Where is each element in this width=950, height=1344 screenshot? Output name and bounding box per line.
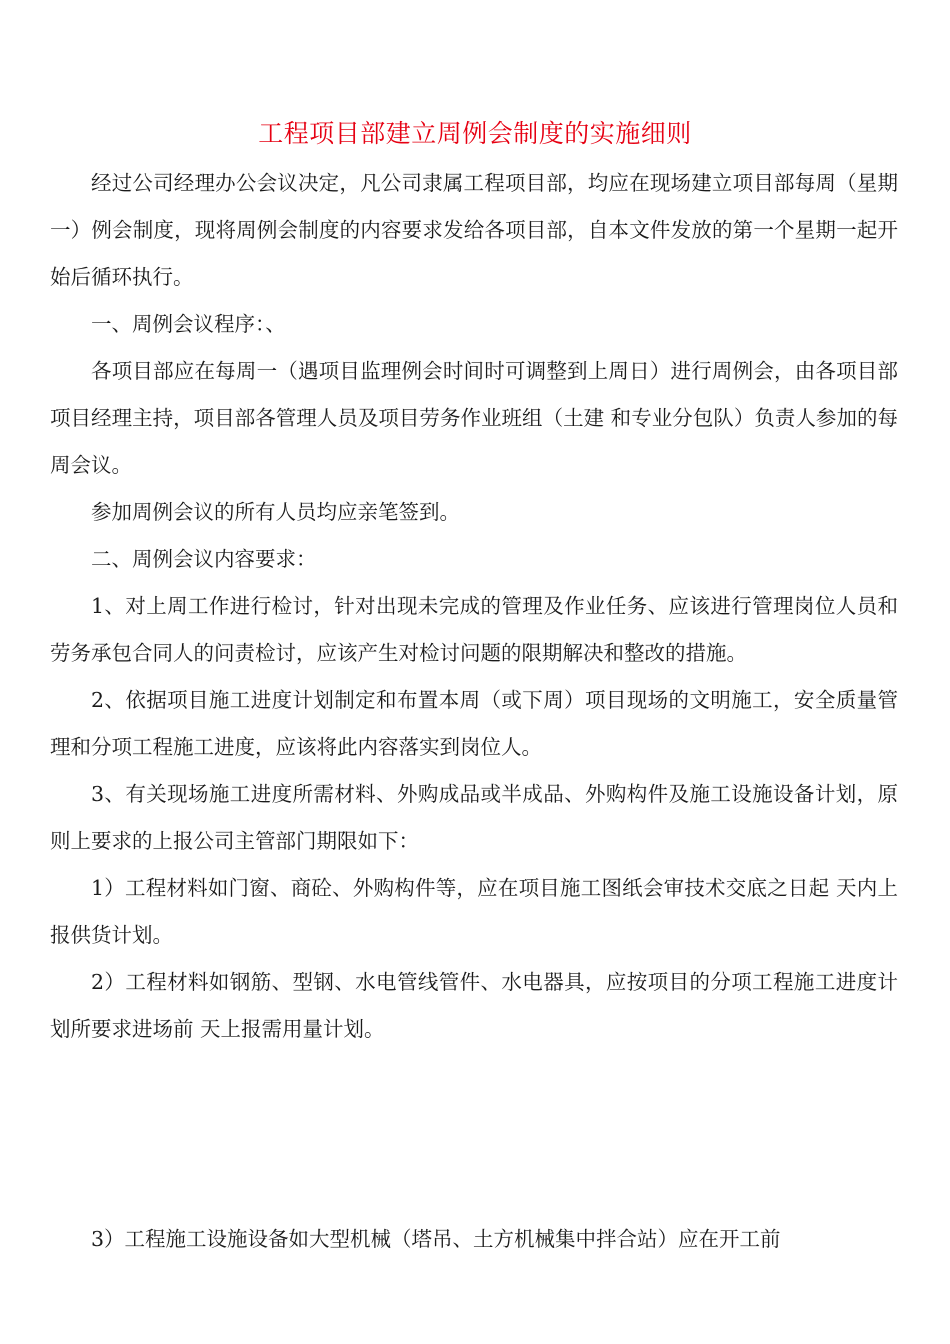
document-body <box>50 160 898 1053</box>
paragraph-meeting-schedule: 各项目部应在每周一（遇项目监理例会时间时可调整到上周日）进行周例会，由各项目部项目经理主持，项目部各管理人员及项目劳务作业班组（土建 和专业分包队）负责人参加的每周会议。 <box>50 359 898 477</box>
list-item-plan: 2、依据项目施工进度计划制定和布置本周（或下周）项目现场的文明施工，安全质量管理和分项工程施工进度，应该将此内容落实到岗位人。 <box>50 688 898 759</box>
sub-item-materials-2: 2）工程材料如钢筋、型钢、水电管线管件、水电器具，应按项目的分项工程施工进度计划所要求进场前 天上报需用量计划。 <box>50 970 898 1041</box>
paragraph-intro: 经过公司经理办公会议决定，凡公司隶属工程项目部，均应在现场建立项目部每周（星期一）例会制度，现将周例会制度的内容要求发给各项目部，自本文件发放的第一个星期一起开始后循环执行。 <box>50 171 898 289</box>
list-item-materials: 3、有关现场施工进度所需材料、外购成品或半成品、外购构件及施工设施设备计划，原则上要求的上报公司主管部门期限如下： <box>50 782 898 853</box>
sub-item-equipment-3: 3）工程施工设施设备如大型机械（塔吊、土方机械集中拌合站）应在开工前 <box>91 1227 781 1251</box>
section-heading-meeting-content: 二、周例会议内容要求： <box>91 547 317 571</box>
sub-item-materials-1: 1）工程材料如门窗、商砼、外购构件等，应在项目施工图纸会审技术交底之日起 天内上报供货计划。 <box>50 876 898 947</box>
paragraph-sign-in: 参加周例会议的所有人员均应亲笔签到。 <box>91 500 460 524</box>
section-heading-meeting-procedure: 一、周例会议程序：、 <box>91 312 286 336</box>
document-title: 工程项目部建立周例会制度的实施细则 <box>258 119 692 148</box>
list-item-review: 1、对上周工作进行检讨，针对出现未完成的管理及作业任务、应该进行管理岗位人员和劳务承包合同人的问责检讨，应该产生对检讨问题的限期解决和整改的措施。 <box>50 594 898 665</box>
